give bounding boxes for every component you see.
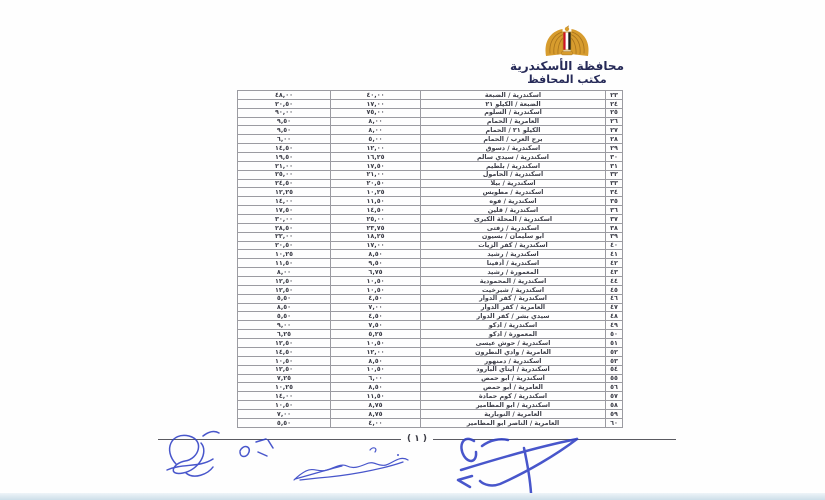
table-row xyxy=(238,339,623,348)
fare-left-cell: ١٢,٥٠ xyxy=(238,339,331,348)
table-row xyxy=(238,347,623,356)
fare-left-cell: ١١,٥٠ xyxy=(238,259,331,268)
fare-left-cell: ١٢,٥٠ xyxy=(238,285,331,294)
table-row xyxy=(238,188,623,197)
fare-right-cell: ١٨,٢٥ xyxy=(331,232,421,241)
table-row xyxy=(238,312,623,321)
row-number-cell: ٣٢ xyxy=(606,170,623,179)
row-number-cell: ٢٩ xyxy=(606,144,623,153)
fare-right-cell: ٩,٥٠ xyxy=(331,259,421,268)
fare-right-cell: ٨,٠٠ xyxy=(331,126,421,135)
fare-right-cell: ٤,٠٠ xyxy=(331,418,421,427)
fare-left-cell: ٢٠,٥٠ xyxy=(238,241,331,250)
fare-left-cell: ٨,٠٠ xyxy=(238,268,331,277)
table-row xyxy=(238,153,623,162)
route-name-cell: اسكندرية / زفتى xyxy=(421,223,606,232)
fare-left-cell: ٥,٥٠ xyxy=(238,418,331,427)
row-number-cell: ٢٦ xyxy=(606,117,623,126)
route-name-cell: برج العرب / الحمام xyxy=(421,135,606,144)
row-number-cell: ٤٦ xyxy=(606,294,623,303)
fare-right-cell: ١٠,٥٠ xyxy=(331,365,421,374)
route-name-cell: اسكندرية / المحمودية xyxy=(421,277,606,286)
route-name-cell: اسكندرية / بلطيم xyxy=(421,161,606,170)
table-row xyxy=(238,223,623,232)
table-row xyxy=(238,383,623,392)
route-name-cell: العامرية / أبو حمص xyxy=(421,383,606,392)
row-number-cell: ٣٩ xyxy=(606,232,623,241)
route-name-cell: اسكندرية / رشيد xyxy=(421,250,606,259)
scan-bottom-edge xyxy=(0,493,825,500)
fare-right-cell: ١٧,٠٠ xyxy=(331,241,421,250)
route-name-cell: اسكندرية / شبرخيت xyxy=(421,285,606,294)
route-name-cell: اسكندرية / كفر الدوار xyxy=(421,294,606,303)
fare-right-cell: ١٦,٢٥ xyxy=(331,153,421,162)
row-number-cell: ٥٢ xyxy=(606,347,623,356)
table-row xyxy=(238,294,623,303)
footer-rule-left xyxy=(158,439,401,440)
fare-right-cell: ١٠,٥٠ xyxy=(331,277,421,286)
signature-right xyxy=(458,439,577,493)
fare-right-cell: ٧,٠٠ xyxy=(331,303,421,312)
table-row xyxy=(238,330,623,339)
route-name-cell: العامرية / الحمام xyxy=(421,117,606,126)
fare-right-cell: ١١,٥٠ xyxy=(331,392,421,401)
fare-left-cell: ٧,٢٥ xyxy=(238,374,331,383)
fare-right-cell: ١٠,٥٠ xyxy=(331,339,421,348)
egypt-coat-of-arms-icon xyxy=(542,24,592,58)
route-name-cell: اسكندرية / الحامول xyxy=(421,170,606,179)
fare-right-cell: ٢٥,٠٠ xyxy=(331,215,421,224)
page-number: ( ١ ) xyxy=(407,434,427,444)
table-row xyxy=(238,321,623,330)
route-name-cell: اسكندرية / فوه xyxy=(421,197,606,206)
row-number-cell: ٤٢ xyxy=(606,259,623,268)
route-name-cell: اسكندرية / دسوق xyxy=(421,144,606,153)
fare-left-cell: ١٤,٥٠ xyxy=(238,144,331,153)
route-name-cell: اسكندرية / مطوبس xyxy=(421,188,606,197)
row-number-cell: ٣١ xyxy=(606,161,623,170)
route-name-cell: المعمورة / رشيد xyxy=(421,268,606,277)
fare-right-cell: ٨,٥٠ xyxy=(331,356,421,365)
row-number-cell: ٢٣ xyxy=(606,91,623,100)
table-row xyxy=(238,215,623,224)
row-number-cell: ٤٠ xyxy=(606,241,623,250)
row-number-cell: ٥١ xyxy=(606,339,623,348)
fare-left-cell: ١٤,٥٠ xyxy=(238,347,331,356)
fare-right-cell: ١٠,٥٠ xyxy=(331,285,421,294)
table-row xyxy=(238,135,623,144)
governorate-title: محافظة الأسكندرية xyxy=(509,59,624,73)
table-row xyxy=(238,232,623,241)
row-number-cell: ٣٦ xyxy=(606,206,623,215)
table-row xyxy=(238,161,623,170)
table-row xyxy=(238,303,623,312)
fare-left-cell: ٨,٥٠ xyxy=(238,303,331,312)
route-name-cell: العامرية / الناصر ابو المطامير xyxy=(421,418,606,427)
fare-right-cell: ٨,٧٥ xyxy=(331,401,421,410)
table-row xyxy=(238,401,623,410)
row-number-cell: ٤٥ xyxy=(606,285,623,294)
fare-right-cell: ٨,٠٠ xyxy=(331,117,421,126)
fare-right-cell: ١١,٥٠ xyxy=(331,197,421,206)
row-number-cell: ٥٤ xyxy=(606,365,623,374)
table-row xyxy=(238,197,623,206)
table-row xyxy=(238,392,623,401)
table-row xyxy=(238,250,623,259)
fare-left-cell: ١٠,٥٠ xyxy=(238,401,331,410)
route-name-cell: اسكندرية / السلوم xyxy=(421,108,606,117)
fare-left-cell: ٩,٥٠ xyxy=(238,126,331,135)
fare-right-cell: ١٠,٢٥ xyxy=(331,188,421,197)
row-number-cell: ٢٥ xyxy=(606,108,623,117)
fare-right-cell: ٧٥,٠٠ xyxy=(331,108,421,117)
fare-left-cell: ٢٠,٥٠ xyxy=(238,99,331,108)
route-name-cell: اسكندرية / أبو حمص xyxy=(421,374,606,383)
row-number-cell: ٥٥ xyxy=(606,374,623,383)
route-name-cell: العامرية / وادي النطرون xyxy=(421,347,606,356)
fare-right-cell: ٦,٧٥ xyxy=(331,268,421,277)
row-number-cell: ٤٩ xyxy=(606,321,623,330)
fare-left-cell: ١٠,٢٥ xyxy=(238,383,331,392)
table-row xyxy=(238,259,623,268)
row-number-cell: ٣٧ xyxy=(606,215,623,224)
table-row xyxy=(238,170,623,179)
route-name-cell: الكيلو ٢١ / الحمام xyxy=(421,126,606,135)
route-name-cell: اسكندرية / الضبعة xyxy=(421,91,606,100)
table-row xyxy=(238,126,623,135)
fare-right-cell: ١٢,٠٠ xyxy=(331,347,421,356)
fare-right-cell: ٧,٥٠ xyxy=(331,321,421,330)
table-row xyxy=(238,365,623,374)
fare-left-cell: ٧,٠٠ xyxy=(238,409,331,418)
fare-left-cell: ٢٥,٠٠ xyxy=(238,170,331,179)
table-row xyxy=(238,268,623,277)
row-number-cell: ٣٣ xyxy=(606,179,623,188)
route-name-cell: المعمورة / ادكو xyxy=(421,330,606,339)
table-row xyxy=(238,99,623,108)
table-row xyxy=(238,409,623,418)
table-row xyxy=(238,285,623,294)
route-name-cell: اسكندرية / قلين xyxy=(421,206,606,215)
fare-right-cell: ٥,٠٠ xyxy=(331,135,421,144)
route-name-cell: الضبعة / الكيلو ٢١ xyxy=(421,99,606,108)
row-number-cell: ٥٧ xyxy=(606,392,623,401)
fare-left-cell: ٩٠,٠٠ xyxy=(238,108,331,117)
route-name-cell: اسكندرية / أدفينا xyxy=(421,259,606,268)
table-row xyxy=(238,374,623,383)
row-number-cell: ٣٨ xyxy=(606,223,623,232)
route-name-cell: اسكندرية / حوش عيسى xyxy=(421,339,606,348)
row-number-cell: ٥٦ xyxy=(606,383,623,392)
fare-left-cell: ٢٨,٥٠ xyxy=(238,223,331,232)
fare-left-cell: ١٢,٥٠ xyxy=(238,277,331,286)
fare-left-cell: ٦,٢٥ xyxy=(238,330,331,339)
route-name-cell: العامرية / كفر الدوار xyxy=(421,303,606,312)
fare-right-cell: ٨,٥٠ xyxy=(331,250,421,259)
fare-right-cell: ٨,٧٥ xyxy=(331,409,421,418)
row-number-cell: ٢٧ xyxy=(606,126,623,135)
fare-left-cell: ١٠,٥٠ xyxy=(238,356,331,365)
table-row xyxy=(238,241,623,250)
table-row xyxy=(238,117,623,126)
row-number-cell: ٢٨ xyxy=(606,135,623,144)
route-name-cell: سيدي بشر / كفر الدوار xyxy=(421,312,606,321)
fare-right-cell: ٤,٥٠ xyxy=(331,312,421,321)
route-name-cell: أبو سليمان / بسيون xyxy=(421,232,606,241)
fare-left-cell: ١٠,٢٥ xyxy=(238,250,331,259)
row-number-cell: ٤٨ xyxy=(606,312,623,321)
fare-right-cell: ١٧,٠٠ xyxy=(331,99,421,108)
route-name-cell: اسكندرية / المحلة الكبرى xyxy=(421,215,606,224)
row-number-cell: ٣٤ xyxy=(606,188,623,197)
row-number-cell: ٥٩ xyxy=(606,409,623,418)
footer-rule xyxy=(158,434,676,444)
fare-right-cell: ٢١,٠٠ xyxy=(331,170,421,179)
fare-right-cell: ١٢,٠٠ xyxy=(331,144,421,153)
footer-rule-right xyxy=(433,439,676,440)
fare-left-cell: ١٧,٥٠ xyxy=(238,206,331,215)
table-row xyxy=(238,179,623,188)
table-row xyxy=(238,277,623,286)
fare-left-cell: ٩,٠٠ xyxy=(238,321,331,330)
governor-office-title: مكتب المحافظ xyxy=(527,73,607,86)
row-number-cell: ٤١ xyxy=(606,250,623,259)
fare-left-cell: ٢٢,٠٠ xyxy=(238,232,331,241)
row-number-cell: ٤٤ xyxy=(606,277,623,286)
fare-left-cell: ٦,٠٠ xyxy=(238,135,331,144)
route-name-cell: اسكندرية / كوم حمادة xyxy=(421,392,606,401)
table-row xyxy=(238,144,623,153)
letterhead xyxy=(492,24,642,86)
row-number-cell: ٢٤ xyxy=(606,99,623,108)
fare-left-cell: ١٢,٥٠ xyxy=(238,365,331,374)
signature-middle xyxy=(294,448,408,480)
fare-left-cell: ١٤,٠٠ xyxy=(238,392,331,401)
fare-right-cell: ١٧,٥٠ xyxy=(331,161,421,170)
fare-left-cell: ١٩,٥٠ xyxy=(238,153,331,162)
row-number-cell: ٣٥ xyxy=(606,197,623,206)
table-row xyxy=(238,418,623,427)
row-number-cell: ٤٣ xyxy=(606,268,623,277)
row-number-cell: ٣٠ xyxy=(606,153,623,162)
fare-left-cell: ٩,٥٠ xyxy=(238,117,331,126)
table-row xyxy=(238,356,623,365)
route-name-cell: اسكندرية / ايتاي البارود xyxy=(421,365,606,374)
row-number-cell: ٥٨ xyxy=(606,401,623,410)
fare-left-cell: ٣٠,٠٠ xyxy=(238,215,331,224)
route-name-cell: اسكندرية / دمنهور xyxy=(421,356,606,365)
row-number-cell: ٥٣ xyxy=(606,356,623,365)
fare-left-cell: ٤٨,٠٠ xyxy=(238,91,331,100)
fare-left-cell: ١٤,٠٠ xyxy=(238,197,331,206)
fare-right-cell: ٨,٥٠ xyxy=(331,383,421,392)
fare-left-cell: ٢٤,٥٠ xyxy=(238,179,331,188)
fare-right-cell: ١٤,٥٠ xyxy=(331,206,421,215)
row-number-cell: ٥٠ xyxy=(606,330,623,339)
row-number-cell: ٦٠ xyxy=(606,418,623,427)
route-name-cell: اسكندرية / كفر الزيات xyxy=(421,241,606,250)
fare-right-cell: ٢٠,٥٠ xyxy=(331,179,421,188)
fare-table-body xyxy=(238,91,623,428)
route-name-cell: العامرية / النوبارية xyxy=(421,409,606,418)
fare-left-cell: ٥,٥٠ xyxy=(238,312,331,321)
fare-left-cell: ١٢,٢٥ xyxy=(238,188,331,197)
fare-right-cell: ٢٣,٧٥ xyxy=(331,223,421,232)
row-number-cell: ٤٧ xyxy=(606,303,623,312)
fare-left-cell: ٢١,٠٠ xyxy=(238,161,331,170)
route-name-cell: اسكندرية / ادكو xyxy=(421,321,606,330)
table-row xyxy=(238,206,623,215)
route-name-cell: اسكندرية / سيدي سالم xyxy=(421,153,606,162)
fare-table xyxy=(237,90,622,428)
table-row xyxy=(238,108,623,117)
route-name-cell: اسكندرية / ابو المطامير xyxy=(421,401,606,410)
route-name-cell: اسكندرية / بيلا xyxy=(421,179,606,188)
table-row xyxy=(238,91,623,100)
fare-right-cell: ٦,٠٠ xyxy=(331,374,421,383)
fare-right-cell: ٤,٥٠ xyxy=(331,294,421,303)
fare-left-cell: ٥,٥٠ xyxy=(238,294,331,303)
fare-right-cell: ٤٠,٠٠ xyxy=(331,91,421,100)
fare-right-cell: ٥,٢٥ xyxy=(331,330,421,339)
